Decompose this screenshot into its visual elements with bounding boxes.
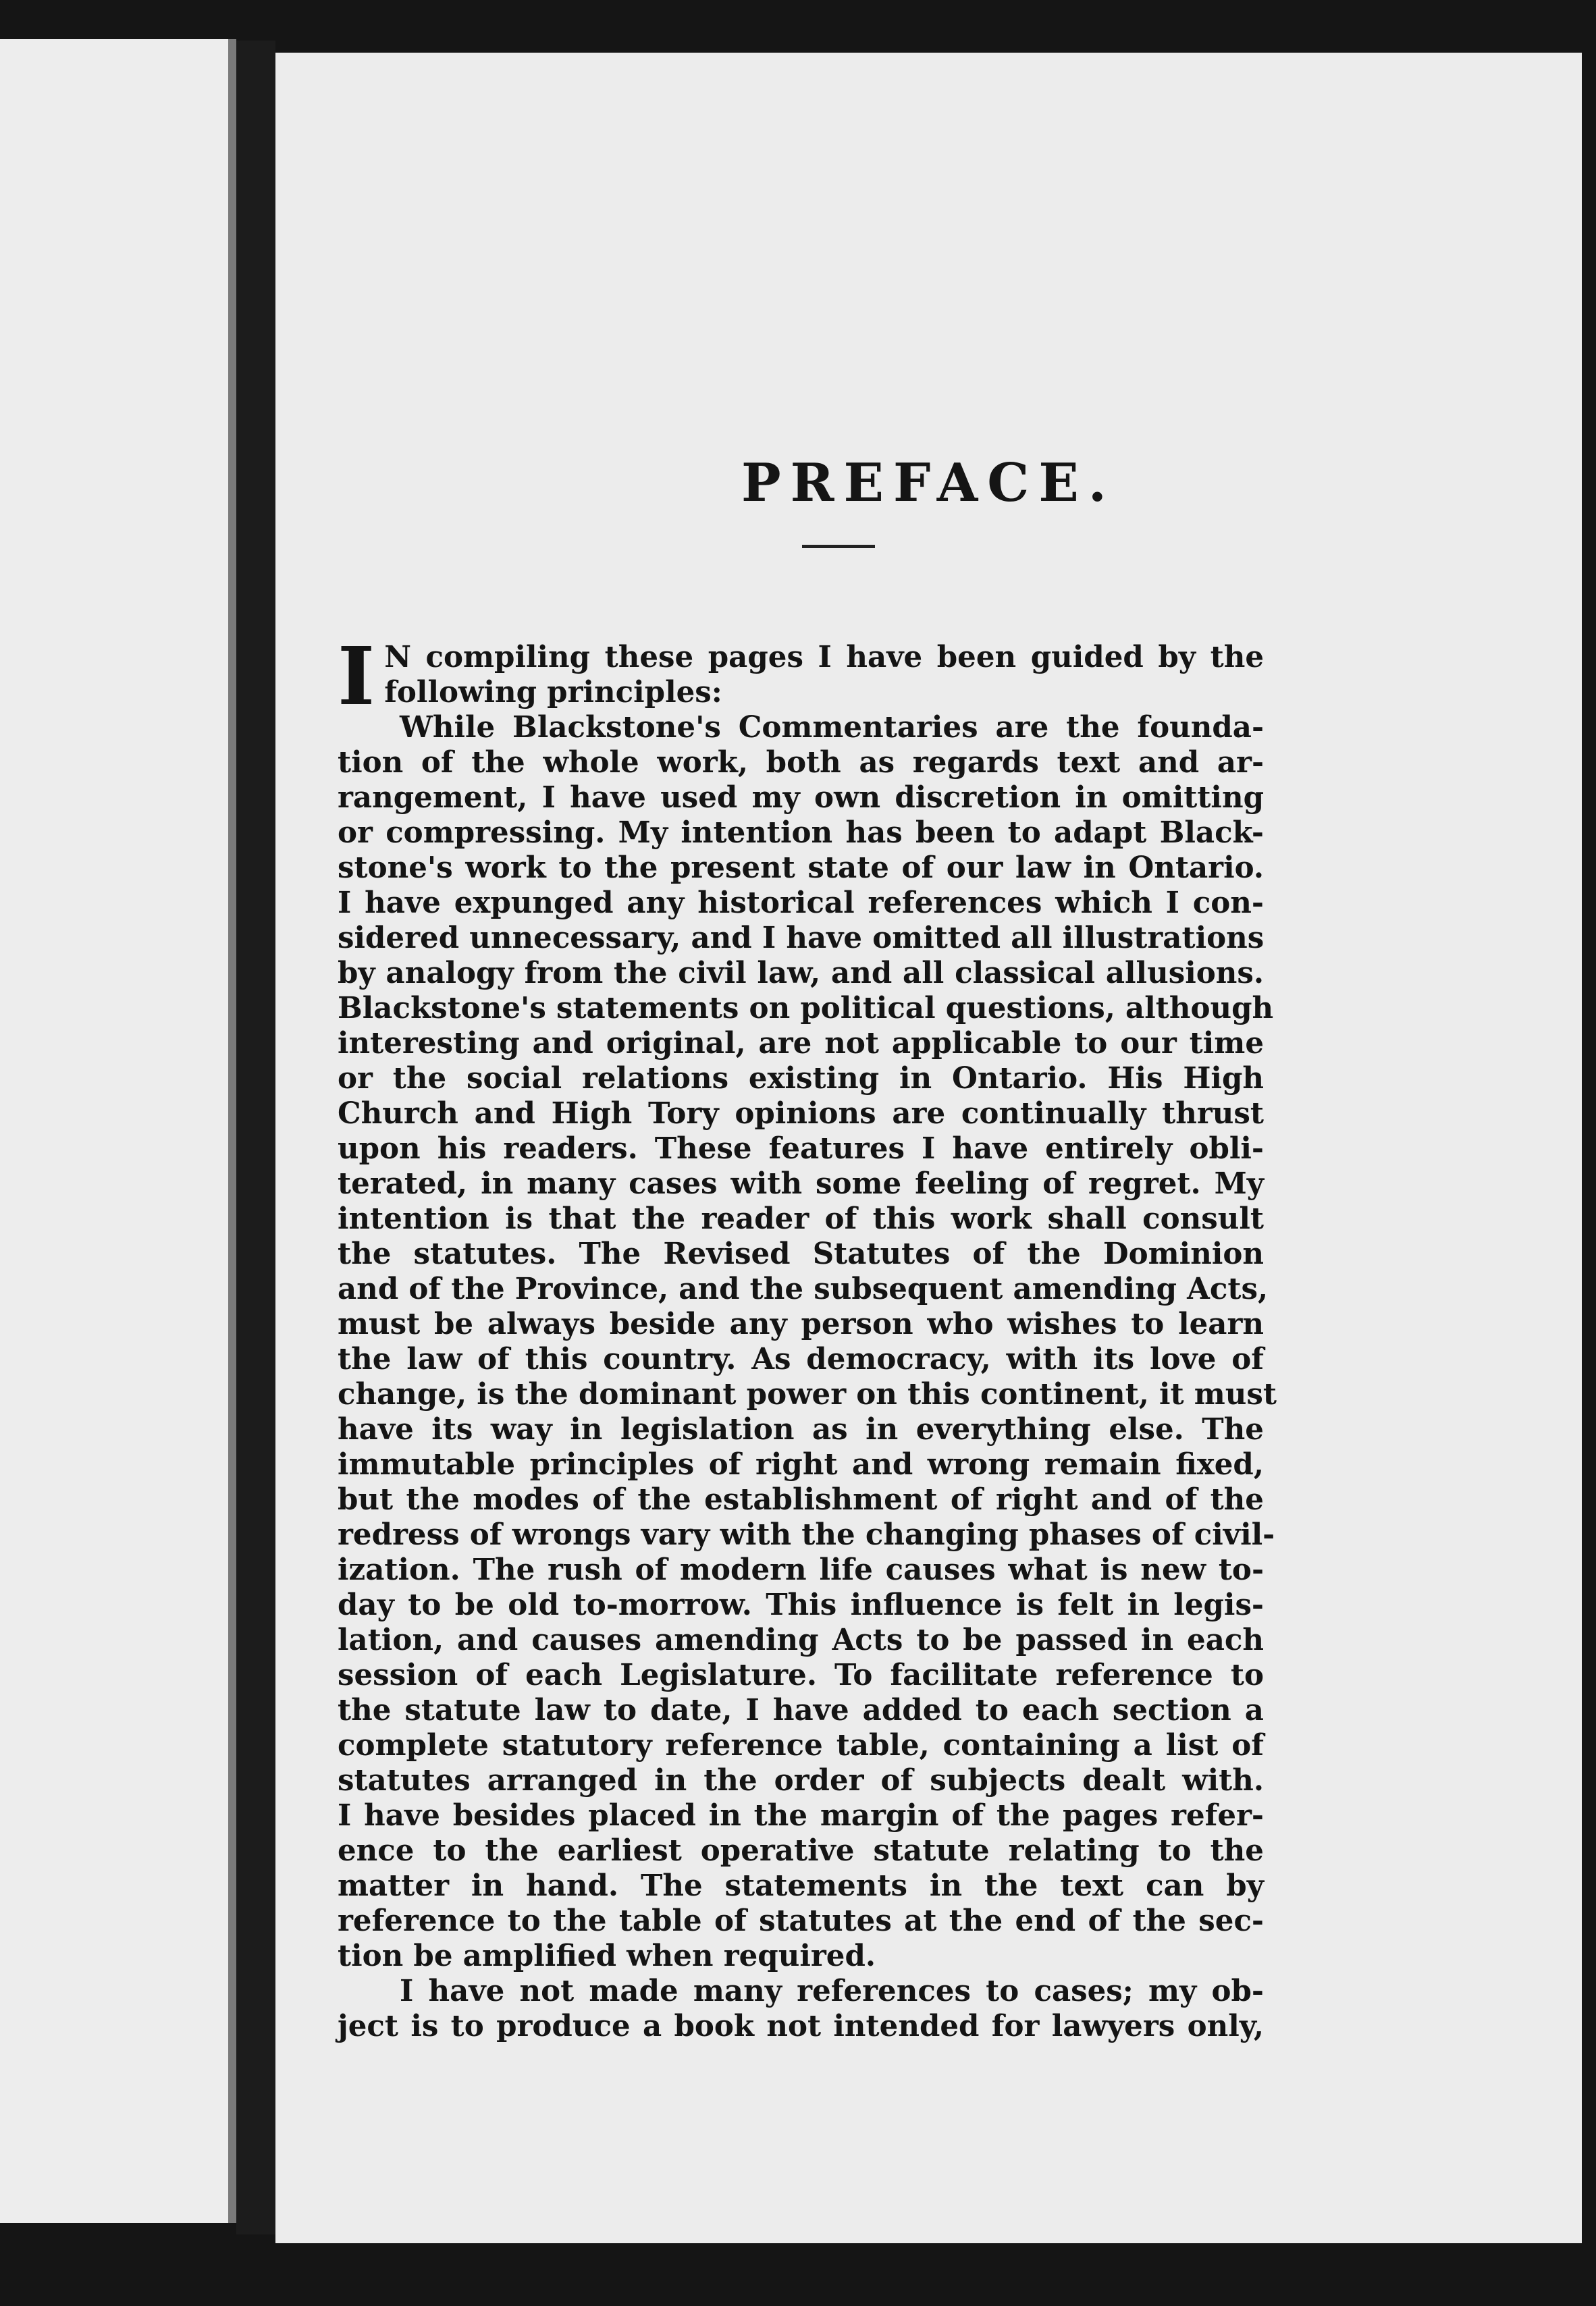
text-line: or the social relations existing in Ontario. His High xyxy=(338,1061,1264,1096)
text-line: upon his readers. These features I have entirely obli- xyxy=(338,1131,1264,1166)
text-line: by analogy from the civil law, and all classical allusions. xyxy=(338,956,1264,990)
text-line: I have besides placed in the margin of the pages refer- xyxy=(338,1798,1264,1833)
book-gutter xyxy=(236,41,275,2234)
text-line: have its way in legislation as in everything else. The xyxy=(338,1412,1264,1447)
text-line: terated, in many cases with some feeling of regret. My xyxy=(338,1167,1264,1201)
text-line: ject is to produce a book not intended for lawyers only, xyxy=(338,2009,1264,2043)
text-line: intention is that the reader of this work shall consult xyxy=(338,1202,1264,1236)
text-line: but the modes of the establishment of right and of the xyxy=(338,1482,1264,1517)
text-line: N compiling these pages I have been guided by the xyxy=(384,640,1264,674)
text-line: Church and High Tory opinions are continually thrust xyxy=(338,1096,1264,1131)
book-page xyxy=(275,53,1582,2243)
text-line: tion be amplified when required. xyxy=(338,1939,876,1973)
text-line: ization. The rush of modern life causes what is new to- xyxy=(338,1553,1264,1587)
text-line: rangement, I have used my own discretion in omitting xyxy=(338,780,1264,815)
text-line: lation, and causes amending Acts to be passed in each xyxy=(338,1623,1264,1657)
text-line: I have expunged any historical references which I con- xyxy=(338,886,1264,920)
text-line: the law of this country. As democracy, with its love of xyxy=(338,1342,1264,1376)
text-line: statutes arranged in the order of subjects dealt with. xyxy=(338,1763,1264,1798)
text-line: following principles: xyxy=(384,675,722,709)
text-line: must be always beside any person who wishes to learn xyxy=(338,1307,1264,1341)
text-line: matter in hand. The statements in the text can by xyxy=(338,1869,1264,1903)
left-page-edge xyxy=(0,39,228,2223)
left-page-border xyxy=(228,39,236,2223)
text-line: change, is the dominant power on this continent, it must xyxy=(338,1377,1277,1412)
text-line: reference to the table of statutes at the end of the sec- xyxy=(338,1904,1264,1938)
page-title: PREFACE. xyxy=(741,452,1116,514)
preface-text xyxy=(338,629,1277,2044)
text-line: Blackstone's statements on political questions, although xyxy=(338,991,1274,1025)
text-line: stone's work to the present state of our law in Ontario. xyxy=(338,851,1264,885)
text-line: sidered unnecessary, and I have omitted all illustrations xyxy=(338,921,1265,955)
text-line: redress of wrongs vary with the changing phases of civil- xyxy=(338,1518,1275,1552)
text-line: or compressing. My intention has been to adapt Black- xyxy=(338,815,1264,850)
text-line: immutable principles of right and wrong remain fixed, xyxy=(338,1447,1264,1482)
text-line: the statute law to date, I have added to each section a xyxy=(338,1693,1264,1727)
text-line: session of each Legislature. To facilitate reference to xyxy=(338,1658,1264,1692)
drop-cap: I xyxy=(338,629,375,723)
text-line: While Blackstone's Commentaries are the founda- xyxy=(400,710,1264,745)
text-line: tion of the whole work, both as regards text and ar- xyxy=(338,745,1264,780)
text-line: complete statutory reference table, containing a list of xyxy=(338,1728,1264,1763)
text-line: ence to the earliest operative statute relating to the xyxy=(338,1833,1264,1868)
title-rule xyxy=(802,545,875,548)
text-line: interesting and original, are not applicable to our time xyxy=(338,1026,1264,1061)
text-line: and of the Province, and the subsequent amending Acts, xyxy=(338,1272,1269,1306)
text-line: day to be old to-morrow. This influence is felt in legis- xyxy=(338,1588,1264,1622)
text-line: the statutes. The Revised Statutes of the Dominion xyxy=(338,1237,1264,1271)
text-line: I have not made many references to cases; my ob- xyxy=(400,1974,1264,2008)
